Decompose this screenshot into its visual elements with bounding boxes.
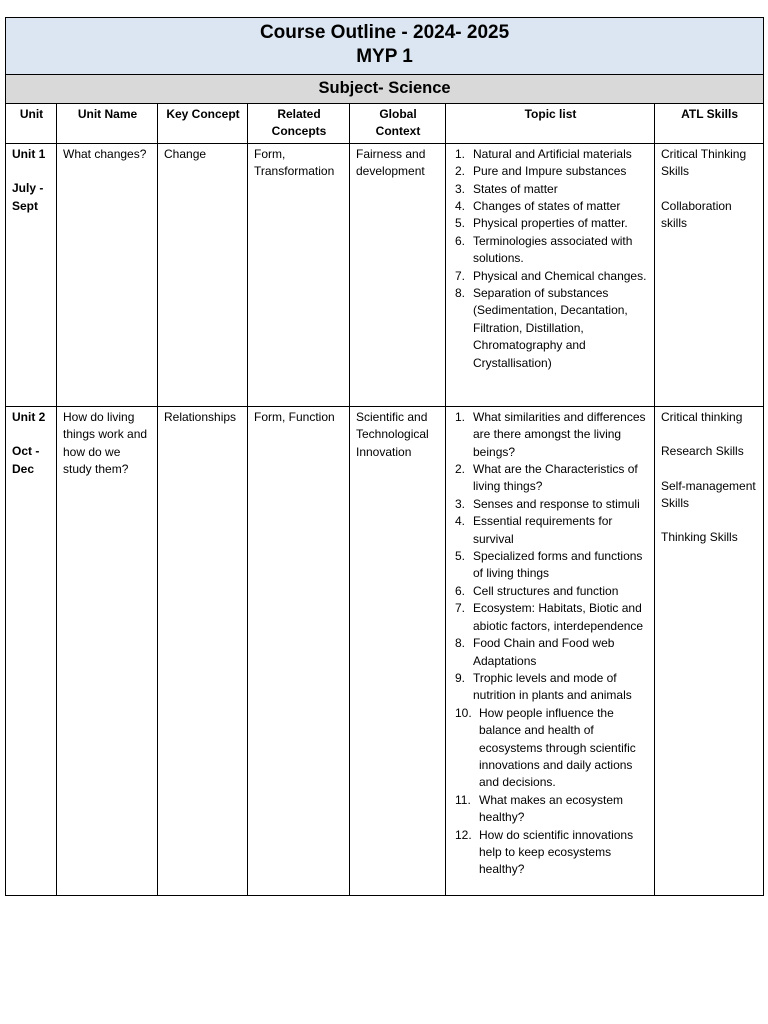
topic-text: Cell structures and function <box>473 583 619 598</box>
topic-text: Physical and Chemical changes. <box>473 268 647 283</box>
topic-list <box>446 406 655 895</box>
global-context: Scientific and Technological Innovation <box>350 406 446 895</box>
unit-cell <box>6 143 57 406</box>
topic-text: Separation of substances (Sedimentation, Decantation, Filtration, Distillation, Chromatography and Crystallisation) <box>473 286 628 370</box>
list-item: 9. Trophic levels and mode of nutrition in plants and animals <box>455 670 632 703</box>
topic-text: Pure and Impure substances <box>473 164 627 179</box>
list-item: 4. Changes of states of matter <box>455 199 621 214</box>
key-concept: Relationships <box>158 406 248 895</box>
list-item: 1. Natural and Artificial materials <box>455 146 632 161</box>
list-item: 5. Physical properties of matter. <box>455 216 628 231</box>
topic-text: Essential requirements for survival <box>473 514 613 546</box>
table-row <box>6 143 764 406</box>
header-related-concepts: Related Concepts <box>248 104 350 144</box>
unit-name: How do living things work and how do we study them? <box>57 406 158 895</box>
unit-name: What changes? <box>57 143 158 406</box>
header-unit-name: Unit Name <box>57 104 158 144</box>
header-row <box>6 104 764 144</box>
topic-text: What are the Characteristics of living things? <box>473 462 638 494</box>
list-item: 7. Ecosystem: Habitats, Biotic and abiotic factors, interdependence <box>455 601 644 633</box>
topic-text: Ecosystem: Habitats, Biotic and abiotic factors, interdependence <box>473 601 644 633</box>
topic-text: Changes of states of matter <box>473 199 621 214</box>
topic-text: What makes an ecosystem healthy? <box>479 792 624 825</box>
list-item: 1. What similarities and differences are there amongst the living beings? <box>455 409 646 459</box>
list-item: 8. Separation of substances (Sedimentation, Decantation, Filtration, Distillation, Chromatography and Crystallisation) <box>455 286 628 370</box>
topic-text: Food Chain and Food web Adaptations <box>473 636 615 668</box>
table-row <box>6 406 764 895</box>
title-line-2: MYP 1 <box>356 46 413 67</box>
unit-label: Unit 2 <box>12 409 46 424</box>
course-outline-sheet <box>5 17 763 896</box>
key-concept: Change <box>158 143 248 406</box>
header-atl-skills: ATL Skills <box>655 104 764 144</box>
list-item: 3. Senses and response to stimuli <box>455 496 640 511</box>
list-item: 4. Essential requirements for survival <box>455 514 613 546</box>
topic-text: Senses and response to stimuli <box>473 496 640 511</box>
topic-text: Natural and Artificial materials <box>473 146 632 161</box>
unit-term: Oct - Dec <box>12 444 40 476</box>
topic-text: How do scientific innovations help to keep ecosystems healthy? <box>479 827 634 877</box>
document-title <box>6 18 764 75</box>
subject-heading: Subject- Science <box>6 75 764 104</box>
header-key-concept: Key Concept <box>158 104 248 144</box>
atl-skill: Critical thinking <box>661 409 743 424</box>
atl-skill: Self-management Skills <box>661 478 756 511</box>
list-item: 3. States of matter <box>455 181 558 196</box>
atl-skill: Critical Thinking Skills <box>661 146 747 179</box>
unit-term: July - Sept <box>12 181 44 213</box>
atl-skills <box>655 406 764 895</box>
atl-skills <box>655 143 764 406</box>
list-item: 11. What makes an ecosystem healthy? <box>455 792 624 825</box>
list-item: 10. How people influence the balance and health of ecosystems through scientific innovations and daily actions and decisions. <box>455 705 636 790</box>
atl-skill: Thinking Skills <box>661 530 738 545</box>
topic-text: Specialized forms and functions of living things <box>473 549 643 581</box>
header-topic-list: Topic list <box>446 104 655 144</box>
topic-list-items <box>452 146 649 372</box>
course-outline-table <box>5 17 764 896</box>
topic-text: How people influence the balance and health of ecosystems through scientific innovations and daily actions and decisions. <box>479 705 636 790</box>
global-context: Fairness and development <box>350 143 446 406</box>
topic-text: Terminologies associated with solutions. <box>473 233 633 266</box>
list-item: 6. Cell structures and function <box>455 583 619 598</box>
list-item: 12. How do scientific innovations help to keep ecosystems healthy? <box>455 827 634 877</box>
topic-text: States of matter <box>473 181 558 196</box>
related-concepts: Form, Transformation <box>248 143 350 406</box>
topic-list-items <box>452 409 649 879</box>
list-item: 6. Terminologies associated with solutions. <box>455 233 633 266</box>
header-global-context: Global Context <box>350 104 446 144</box>
list-item: 8. Food Chain and Food web Adaptations <box>455 636 615 668</box>
list-item: 5. Specialized forms and functions of living things <box>455 549 643 581</box>
list-item: 7. Physical and Chemical changes. <box>455 268 647 283</box>
related-concepts: Form, Function <box>248 406 350 895</box>
topic-text: What similarities and differences are there amongst the living beings? <box>473 409 646 459</box>
list-item: 2. What are the Characteristics of living things? <box>455 462 638 494</box>
topic-text: Physical properties of matter. <box>473 216 628 231</box>
topic-text: Trophic levels and mode of nutrition in plants and animals <box>473 670 632 703</box>
atl-skill: Research Skills <box>661 444 744 459</box>
unit-label: Unit 1 <box>12 146 46 161</box>
list-item: 2. Pure and Impure substances <box>455 164 627 179</box>
title-line-1: Course Outline - 2024- 2025 <box>259 22 510 43</box>
unit-cell <box>6 406 57 895</box>
header-unit: Unit <box>6 104 57 144</box>
topic-list <box>446 143 655 406</box>
atl-skill: Collaboration skills <box>661 198 732 231</box>
